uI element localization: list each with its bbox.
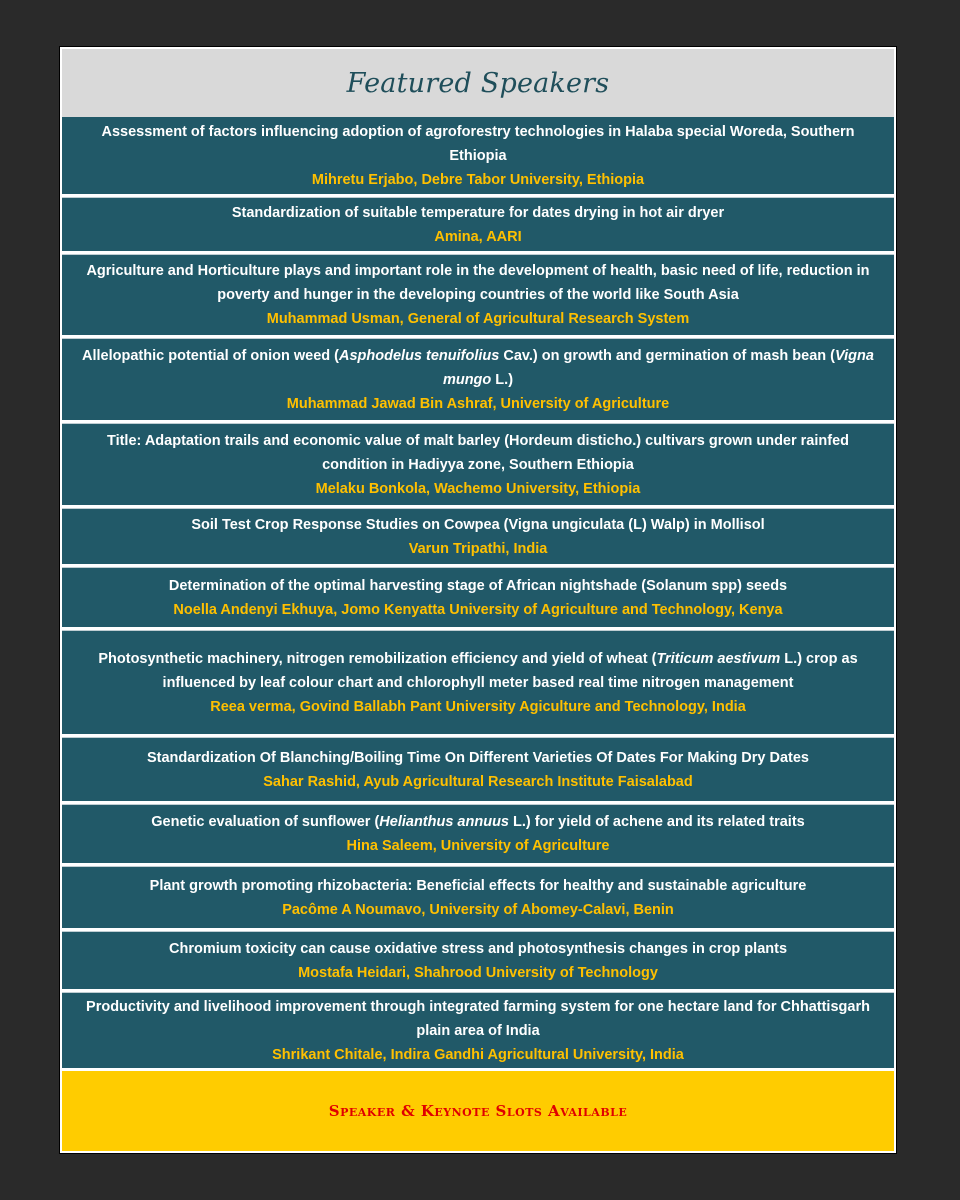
- header-banner: [62, 49, 894, 117]
- speaker-row: [62, 737, 894, 801]
- talk-title: Soil Test Crop Response Studies on Cowpea (Vigna ungiculata (L) Walp) in Mollisol: [191, 516, 765, 533]
- talk-title: Photosynthetic machinery, nitrogen remobilization efficiency and yield of wheat (Triticum aestivum L.) crop as influenced by leaf colour chart and chlorophyll meter based real time nitrogen management: [98, 650, 858, 691]
- talk-title: Agriculture and Horticulture plays and important role in the development of health, basic need of life, reduction in poverty and hunger in the developing countries of the world like South Asia: [86, 263, 870, 303]
- talk-title: Productivity and livelihood improvement through integrated farming system for one hectare land for Chhattisgarh plain area of India: [86, 998, 870, 1039]
- speaker-name: Reea verma, Govind Ballabh Pant University Agiculture and Technology, India: [210, 698, 746, 715]
- speakers-panel: [59, 46, 897, 1154]
- speaker-name: Varun Tripathi, India: [408, 540, 548, 557]
- speaker-name: Noella Andenyi Ekhuya, Jomo Kenyatta University of Agriculture and Technology, Kenya: [173, 601, 783, 618]
- speaker-row: [62, 254, 894, 335]
- speaker-row: [62, 630, 894, 734]
- talk-title: Allelopathic potential of onion weed (Asphodelus tenuifolius Cav.) on growth and germination of mash bean (Vigna mungo L.): [82, 347, 874, 388]
- speaker-name: Shrikant Chitale, Indira Gandhi Agricultural University, India: [272, 1046, 684, 1063]
- speaker-row: [62, 931, 894, 989]
- speaker-name: Amina, AARI: [434, 228, 522, 245]
- speaker-row: [62, 992, 894, 1068]
- slots-available-text: Speaker & Keynote Slots Available: [328, 1102, 628, 1120]
- talk-title: Standardization Of Blanching/Boiling Time On Different Varieties Of Dates For Making Dry Dates: [146, 749, 809, 766]
- talk-title: Title: Adaptation trails and economic value of malt barley (Hordeum disticho.) cultivars grown under rainfed condition in Hadiyya zone, Southern Ethiopia: [106, 432, 850, 473]
- page-title: Featured Speakers: [346, 67, 610, 99]
- speaker-name: Melaku Bonkola, Wachemo University, Ethiopia: [315, 480, 641, 497]
- talk-title: Chromium toxicity can cause oxidative stress and photosynthesis changes in crop plants: [168, 940, 788, 957]
- speaker-row: [62, 508, 894, 564]
- talk-title: Standardization of suitable temperature for dates drying in hot air dryer: [231, 204, 725, 221]
- speaker-row: [62, 567, 894, 627]
- speaker-name: Muhammad Jawad Bin Ashraf, University of Agriculture: [286, 395, 670, 412]
- speaker-name: Pacôme A Noumavo, University of Abomey-Calavi, Benin: [282, 901, 674, 918]
- talk-title: Assessment of factors influencing adoption of agroforestry technologies in Halaba special Woreda, Southern Ethiopia: [101, 123, 855, 164]
- speaker-name: Mostafa Heidari, Shahrood University of Technology: [298, 964, 658, 981]
- slots-available-banner: [62, 1071, 894, 1151]
- speaker-list: [62, 117, 894, 1068]
- talk-title: Plant growth promoting rhizobacteria: Beneficial effects for healthy and sustainable agriculture: [149, 877, 807, 894]
- speaker-row: [62, 423, 894, 505]
- speaker-name: Muhammad Usman, General of Agricultural Research System: [266, 311, 690, 327]
- speaker-row: [62, 117, 894, 194]
- speaker-row: [62, 866, 894, 928]
- speaker-name: Sahar Rashid, Ayub Agricultural Research Institute Faisalabad: [263, 773, 693, 790]
- speaker-row: [62, 338, 894, 420]
- speaker-row: [62, 804, 894, 863]
- speaker-name: Mihretu Erjabo, Debre Tabor University, Ethiopia: [311, 171, 645, 188]
- speaker-name: Hina Saleem, University of Agriculture: [346, 838, 610, 854]
- speaker-row: [62, 197, 894, 251]
- talk-title: Genetic evaluation of sunflower (Helianthus annuus L.) for yield of achene and its related traits: [151, 814, 805, 830]
- talk-title: Determination of the optimal harvesting stage of African nightshade (Solanum spp) seeds: [168, 577, 788, 594]
